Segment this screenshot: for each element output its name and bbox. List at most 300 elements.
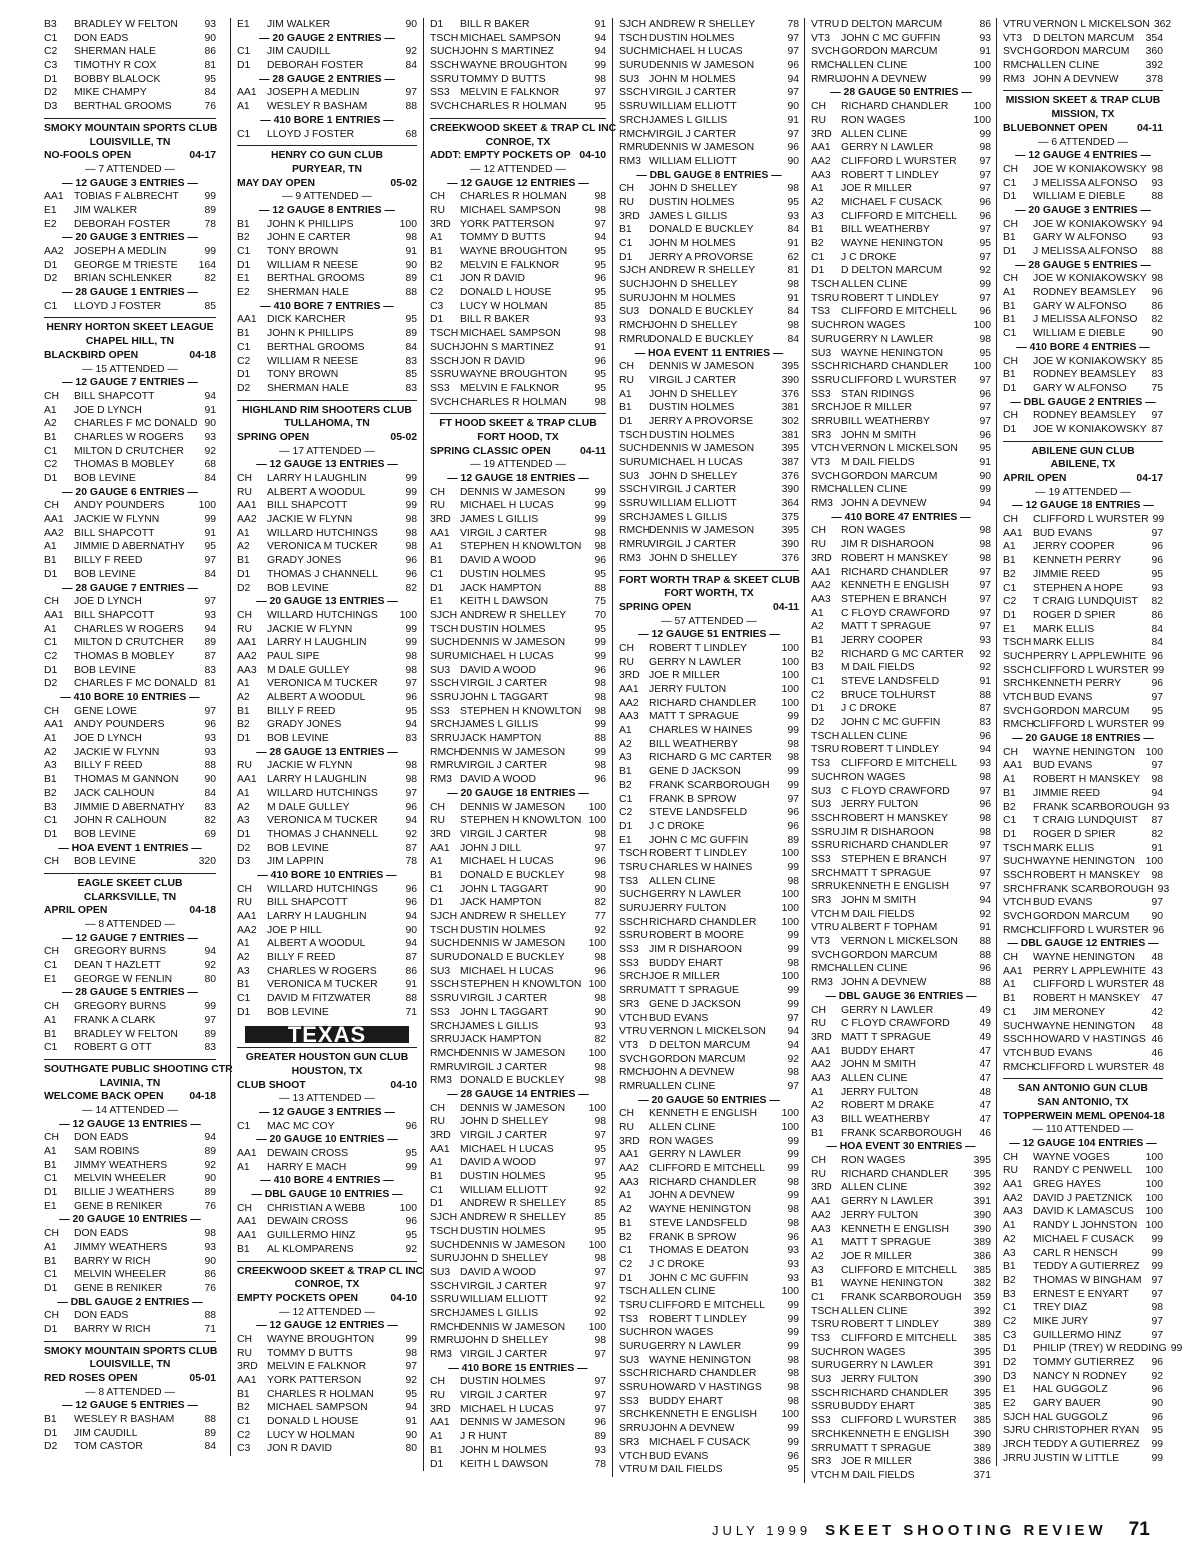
result-row (44, 636, 216, 650)
score: 93 (1151, 232, 1163, 244)
result-row (811, 59, 991, 73)
club-name: ABILENE GUN CLUB (1031, 445, 1135, 457)
shooter-name: CLIFFORD E MITCHELL (841, 306, 958, 318)
score: 90 (204, 32, 216, 44)
class-code: RMCH (619, 128, 651, 140)
class-code: SSCH (619, 87, 648, 99)
score: 97 (979, 853, 991, 865)
class-code: CH (619, 642, 635, 654)
result-row (619, 1463, 799, 1477)
score: 385 (973, 1264, 991, 1276)
result-row (237, 527, 417, 541)
score: 354 (1145, 32, 1163, 44)
shooter-name: MELVIN E FALKNOR (460, 87, 560, 99)
class-code: SU3 (811, 785, 832, 797)
result-row (44, 1227, 216, 1241)
event-name: WELCOME BACK OPEN (44, 1091, 164, 1103)
shooter-name: ANDY POUNDERS (74, 500, 165, 512)
class-code: C1 (237, 246, 251, 257)
score: 364 (781, 498, 799, 510)
result-row (619, 223, 799, 237)
result-row (44, 417, 216, 431)
score: 95 (594, 246, 606, 257)
shooter-name: JOHN C MC GUFFIN (841, 717, 941, 729)
shooter-name: JOE W KONIAKOWSKY (1033, 218, 1147, 230)
gauge-header: — HOA EVENT 11 ENTRIES — (634, 347, 784, 359)
score: 99 (594, 637, 606, 649)
class-code: B1 (811, 634, 824, 646)
result-row (619, 861, 799, 875)
class-code: RMCH (1003, 924, 1035, 936)
shooter-name: RICHARD CHANDLER (841, 840, 949, 852)
score: 97 (1151, 1288, 1163, 1300)
score: 98 (787, 1217, 799, 1229)
class-code: AA1 (44, 191, 64, 203)
event-date: 05-02 (390, 177, 417, 189)
class-code: RMCH (811, 60, 843, 72)
score: 98 (405, 514, 417, 526)
gauge-header: — 12 GAUGE 7 ENTRIES — (62, 932, 198, 944)
result-row (619, 1135, 799, 1149)
result-row (619, 1189, 799, 1203)
score: 97 (979, 251, 991, 263)
result-row (1003, 595, 1163, 609)
shooter-name: GRADY JONES (267, 719, 342, 731)
score: 90 (1151, 328, 1163, 340)
result-row (430, 1074, 606, 1088)
shooter-name: WILLIAM ELLIOTT (460, 1294, 548, 1306)
class-code: AA2 (1003, 1192, 1023, 1204)
shooter-name: WAYNE VOGES (1033, 1151, 1110, 1163)
result-row (619, 319, 799, 333)
shooter-name: VIRGIL J CARTER (649, 484, 737, 496)
score: 96 (1151, 541, 1163, 553)
score: 99 (1151, 1233, 1163, 1245)
result-row (44, 86, 216, 100)
score: 91 (979, 922, 991, 934)
class-code: AA2 (44, 527, 64, 539)
event-name: NO-FOOLS OPEN (44, 150, 132, 162)
score: 98 (594, 396, 606, 408)
result-row (237, 732, 417, 746)
score: 94 (594, 46, 606, 58)
score: 99 (594, 719, 606, 731)
score: 81 (787, 265, 799, 277)
result-row (430, 883, 606, 897)
club-header (430, 118, 617, 149)
result-row (430, 300, 606, 314)
class-code: B1 (1003, 314, 1016, 326)
score: 89 (787, 834, 799, 846)
shooter-name: ROBERT B MOORE (649, 930, 744, 942)
score: 96 (1151, 555, 1163, 567)
result-row (44, 390, 216, 404)
shooter-name: ROBERT M DRAKE (841, 1100, 935, 1112)
score: 90 (594, 1006, 606, 1018)
shooter-name: KENNETH E ENGLISH (841, 881, 949, 893)
score: 91 (1151, 842, 1163, 854)
result-row (44, 1159, 216, 1173)
result-row (44, 431, 216, 445)
result-row (619, 765, 799, 779)
class-code: CH (44, 856, 60, 868)
class-code: C1 (1003, 1006, 1017, 1018)
result-row (237, 992, 417, 1006)
result-row (1003, 1061, 1163, 1075)
shooter-name: ALLEN CLINE (649, 1122, 716, 1133)
gauge-header: — 410 BORE 15 ENTRIES — (448, 1362, 588, 1374)
class-code: B1 (619, 766, 632, 778)
score: 76 (204, 1282, 216, 1294)
score: 87 (405, 842, 417, 854)
class-code: RM3 (811, 498, 833, 510)
score: 98 (594, 204, 606, 216)
class-code: RM3 (619, 155, 641, 167)
class-code: C2 (44, 650, 58, 662)
class-code: D1 (619, 1272, 633, 1284)
shooter-name: MIKE CHAMPY (74, 87, 147, 99)
score: 98 (979, 333, 991, 345)
result-row (44, 1255, 216, 1269)
score: 94 (204, 1132, 216, 1144)
class-code: B2 (430, 259, 443, 271)
result-row (619, 1408, 799, 1422)
shooter-name: BUD EVANS (649, 1012, 709, 1024)
result-row (237, 382, 417, 396)
result-row (430, 1239, 606, 1253)
shooter-name: CHRISTIAN A WEBB (267, 1202, 366, 1214)
class-code: C1 (619, 238, 633, 249)
class-code: B2 (1003, 1274, 1016, 1286)
shooter-name: JOE R MILLER (649, 670, 721, 682)
class-code: AA1 (237, 314, 257, 326)
result-row (619, 141, 799, 155)
shooter-name: MARK ELLIS (1033, 623, 1095, 635)
result-row (619, 1381, 799, 1395)
score: 94 (405, 911, 417, 922)
score: 390 (781, 539, 799, 551)
results-column-5 (804, 18, 995, 1483)
result-row (811, 483, 991, 497)
result-row (619, 669, 799, 683)
score: 99 (204, 1001, 216, 1013)
shooter-name: BOB LEVINE (74, 856, 136, 868)
result-row (619, 456, 799, 470)
result-row (811, 1264, 991, 1278)
class-code: TSRU (811, 1319, 840, 1331)
score: 84 (204, 1441, 216, 1453)
result-row (44, 973, 216, 987)
class-code: RU (811, 1168, 827, 1180)
shooter-name: RICHARD G MC CARTER (841, 648, 964, 660)
shooter-name: MATT T SPRAGUE (649, 985, 739, 997)
result-row (1003, 73, 1163, 87)
event-title (430, 149, 606, 163)
shooter-name: TOMMY D BUTTS (460, 232, 546, 244)
club-location: LOUISVILLE, TN (89, 1359, 171, 1371)
score: 99 (594, 486, 606, 498)
result-row (1003, 1356, 1163, 1370)
result-row (237, 245, 417, 259)
class-code: D1 (430, 19, 444, 30)
result-row (237, 286, 417, 300)
shooter-name: WILLIAM E DIEBLE (1033, 328, 1126, 340)
result-row (811, 1045, 991, 1059)
result-row (619, 738, 799, 752)
class-code: SU3 (811, 347, 832, 359)
score: 88 (979, 936, 991, 948)
score: 90 (787, 155, 799, 167)
shooter-name: MICHAEL F CUSACK (1033, 1233, 1135, 1245)
score: 94 (1151, 218, 1163, 230)
class-code: D1 (430, 582, 444, 594)
result-row (619, 683, 799, 697)
score: 100 (588, 815, 606, 827)
gauge-header: — 12 GAUGE 12 ENTRIES — (447, 177, 589, 189)
shooter-name: JOSEPH A MEDLIN (267, 87, 360, 99)
score: 89 (204, 1187, 216, 1199)
class-code: AA1 (237, 637, 257, 649)
score: 100 (198, 500, 216, 512)
result-row (811, 1209, 991, 1223)
score: 99 (405, 637, 417, 649)
class-code: E1 (1003, 623, 1016, 635)
score: 83 (979, 717, 991, 729)
result-row (237, 341, 417, 355)
shooter-name: WAYNE HENINGTON (1033, 746, 1135, 758)
score: 360 (1145, 46, 1163, 58)
shooter-name: VIRGIL J CARTER (649, 539, 737, 551)
result-row (619, 1217, 799, 1231)
result-row (811, 1387, 991, 1401)
shooter-name: GERRY N LAWLER (841, 1196, 934, 1208)
class-code: B2 (1003, 801, 1016, 813)
class-code: C1 (430, 883, 444, 895)
shooter-name: CLIFFORD L WURSTER (1033, 719, 1149, 731)
class-code: JRCH (1003, 1439, 1031, 1451)
score: 98 (405, 650, 417, 662)
score: 87 (1151, 423, 1163, 435)
result-row (237, 650, 417, 664)
shooter-name: VIRGIL J CARTER (460, 527, 548, 539)
score: 93 (787, 1272, 799, 1284)
shooter-name: BRADLEY W FELTON (74, 19, 178, 30)
score: 49 (979, 1031, 991, 1043)
result-row (619, 710, 799, 724)
class-code: C1 (1003, 1302, 1017, 1314)
score: 78 (204, 218, 216, 230)
score: 97 (787, 87, 799, 99)
class-code: E1 (44, 1200, 57, 1212)
class-code: SVCH (1003, 911, 1032, 922)
result-row (44, 1014, 216, 1028)
score: 96 (1152, 924, 1165, 936)
score: 83 (1151, 369, 1163, 381)
shooter-name: MICHAEL SAMPSON (460, 204, 561, 216)
class-code: SU3 (619, 470, 640, 482)
score: 75 (1151, 382, 1163, 394)
score: 97 (204, 1014, 216, 1026)
result-row (811, 264, 991, 278)
shooter-name: CLIFFORD L WURSTER (841, 1415, 957, 1427)
shooter-name: PERRY L APPLEWHITE (1033, 650, 1146, 662)
shooter-name: J MELISSA ALFONSO (1033, 246, 1138, 257)
result-row (619, 656, 799, 670)
score: 90 (1151, 1398, 1163, 1410)
shooter-name: DAVID A WOOD (460, 1157, 537, 1169)
score: 98 (405, 541, 417, 553)
shooter-name: DONALD E BUCKLEY (460, 869, 565, 881)
score: 94 (204, 390, 216, 402)
shooter-name: HARRY E MACH (267, 1161, 347, 1173)
shooter-name: JOE R MILLER (841, 402, 913, 414)
result-row (237, 128, 417, 142)
result-row (619, 524, 799, 538)
score: 97 (594, 1280, 606, 1292)
shooter-name: WESLEY R BASHAM (74, 1414, 175, 1426)
result-row (44, 759, 216, 773)
class-code: SURU (619, 1341, 649, 1352)
result-row (1003, 924, 1163, 938)
gauge-header: — 28 GAUGE 13 ENTRIES — (256, 746, 398, 758)
score: 96 (787, 1231, 799, 1243)
result-row (811, 812, 991, 826)
shooter-name: BILLIE J WEATHERS (74, 1187, 175, 1199)
class-code: AA1 (237, 911, 257, 922)
shooter-name: JOHN A DEVNEW (1033, 73, 1119, 85)
class-code: RU (811, 114, 827, 126)
result-row (430, 677, 606, 691)
result-row (430, 1334, 606, 1348)
class-code: D1 (237, 568, 251, 580)
score: 48 (979, 1086, 991, 1098)
class-code: SU3 (430, 664, 451, 676)
class-code: TSCH (619, 848, 648, 860)
class-code: A1 (44, 733, 57, 745)
class-code: C1 (237, 128, 251, 140)
class-code: C2 (811, 689, 825, 701)
class-code: SUCH (430, 938, 460, 950)
shooter-name: JOHN D SHELLEY (649, 388, 738, 400)
class-code: C2 (430, 287, 444, 299)
class-code: D3 (44, 101, 58, 113)
shooter-name: VERNON L MICKELSON (1033, 19, 1150, 30)
result-row (237, 582, 417, 596)
result-row (237, 327, 417, 341)
score: 99 (204, 191, 216, 203)
result-row (619, 305, 799, 319)
gauge-header: — 28 GAUGE 2 ENTRIES — (259, 73, 395, 85)
shooter-name: ERNEST E ENYART (1033, 1288, 1129, 1300)
club-header (237, 1261, 424, 1292)
score: 90 (204, 1173, 216, 1185)
score: 392 (973, 1182, 991, 1194)
result-row (1003, 1329, 1163, 1343)
score: 48 (1151, 1020, 1163, 1032)
result-row (430, 1348, 606, 1362)
result-row (619, 642, 799, 656)
class-code: AA2 (237, 650, 257, 662)
shooter-name: GERRY N LAWLER (649, 656, 742, 668)
gauge-header: — 28 GAUGE 50 ENTRIES — (830, 87, 972, 99)
result-row (811, 251, 991, 265)
shooter-name: GORDON MARCUM (1033, 46, 1130, 58)
score: 97 (979, 867, 991, 879)
result-row (430, 1047, 606, 1061)
score: 84 (204, 787, 216, 799)
result-row (811, 497, 991, 511)
result-row (430, 759, 606, 773)
score: 86 (1151, 300, 1163, 312)
shooter-name: MICHAEL H LUCAS (460, 650, 554, 662)
score: 96 (787, 60, 799, 72)
result-row (44, 1427, 216, 1441)
result-row (237, 540, 417, 554)
shooter-name: ROGER D SPIER (1033, 609, 1116, 621)
shooter-name: WAYNE BROUGHTON (460, 369, 568, 381)
score: 99 (787, 998, 799, 1010)
gauge-header: — 20 GAUGE 18 ENTRIES — (1012, 733, 1154, 745)
gauge-header: — 12 GAUGE 8 ENTRIES — (259, 204, 395, 216)
class-code: 3RD (430, 1403, 451, 1415)
score: 98 (594, 692, 606, 703)
shooter-name: JOHN J DILL (460, 842, 522, 854)
results-column-2 (230, 18, 424, 1456)
result-row (430, 527, 606, 541)
score: 92 (204, 445, 216, 457)
shooter-name: JUSTIN W LITTLE (1033, 1452, 1120, 1464)
score: 87 (979, 703, 991, 715)
score: 376 (781, 470, 799, 482)
class-code: A1 (811, 183, 824, 195)
class-code: SUCH (619, 443, 649, 455)
class-code: CH (430, 1376, 446, 1388)
score: 96 (979, 306, 991, 318)
class-code: TSRU (619, 1299, 648, 1311)
result-row (619, 1121, 799, 1135)
result-row (619, 1272, 799, 1286)
shooter-name: RON WAGES (841, 1155, 906, 1167)
class-code: VTCH (619, 1450, 648, 1462)
score: 82 (204, 815, 216, 827)
shooter-name: THOMAS J CHANNELL (267, 828, 378, 840)
shooter-name: THOMAS W BINGHAM (1033, 1274, 1142, 1286)
result-row (430, 732, 606, 746)
result-row (430, 1416, 606, 1430)
result-row (430, 1143, 606, 1157)
result-row (430, 499, 606, 513)
result-row (237, 842, 417, 856)
result-row (1003, 272, 1163, 286)
result-row (811, 1017, 991, 1031)
result-row (44, 272, 216, 286)
result-row (811, 648, 991, 662)
score: 95 (787, 196, 799, 208)
shooter-name: CHARLES W ROGERS (74, 623, 184, 635)
score: 91 (594, 19, 606, 30)
score: 381 (781, 429, 799, 441)
result-row (811, 771, 991, 785)
class-code: C1 (237, 341, 251, 353)
shooter-name: BOBBY BLALOCK (74, 73, 161, 85)
class-code: CH (44, 500, 60, 512)
shooter-name: KENNETH PERRY (1033, 555, 1122, 567)
shooter-name: VERNON L MICKELSON (841, 936, 958, 948)
result-row (237, 718, 417, 732)
shooter-name: BOB LEVINE (267, 733, 329, 745)
shooter-name: KENNETH E ENGLISH (841, 1223, 949, 1235)
class-code: SJCH (619, 265, 647, 277)
